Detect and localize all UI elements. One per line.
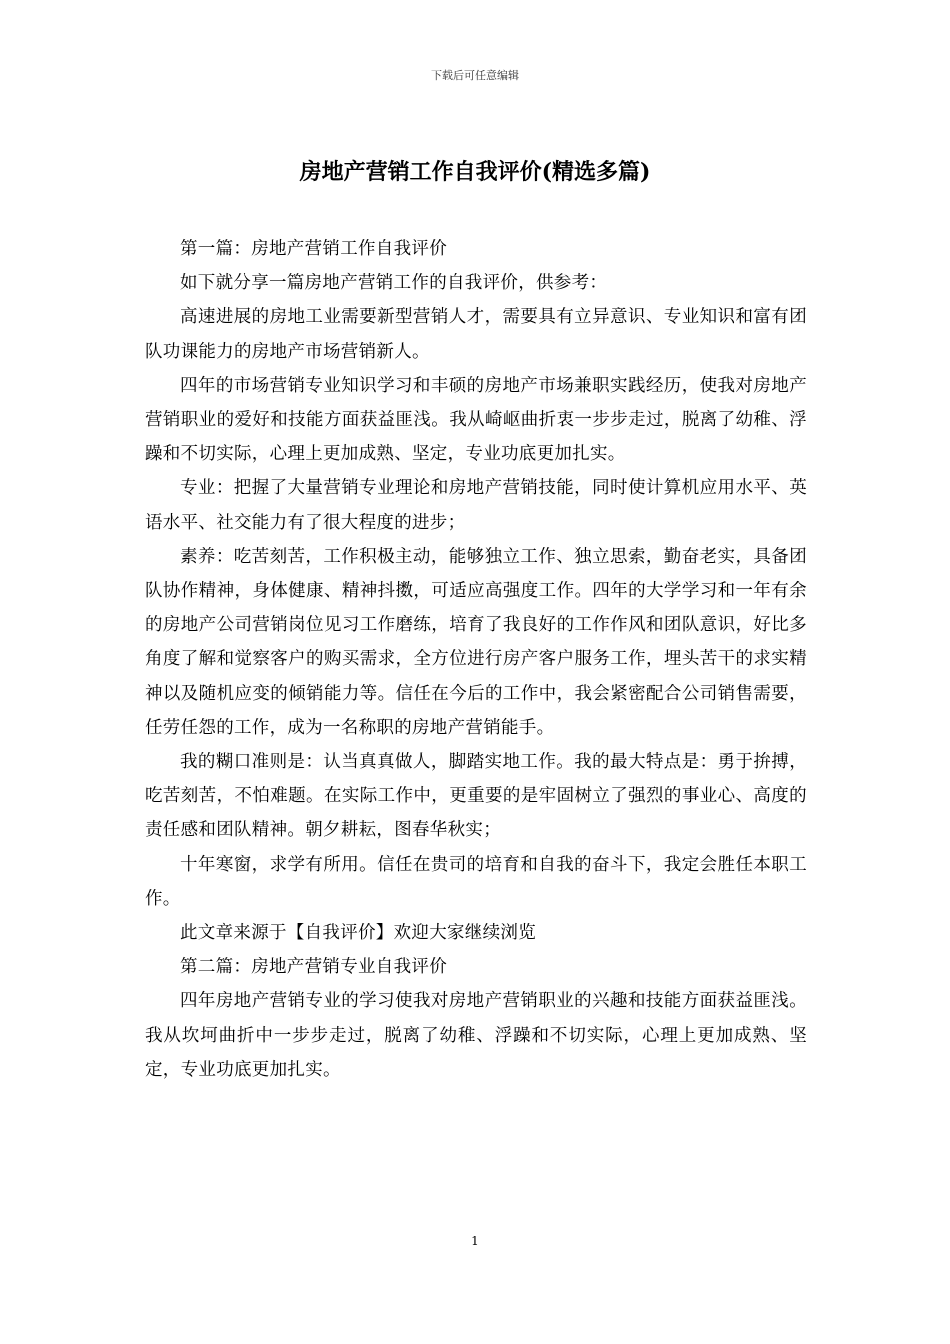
paragraph: 素养：吃苦刻苦，工作积极主动，能够独立工作、独立思索，勤奋老实，具备团队协作精神，身体健康、精神抖擞，可适应高强度工作。四年的大学学习和一年有余的房地产公司营销岗位见习工作磨练，培育了我良好的工作作风和团队意识，好比多角度了解和觉察客户的购买需求，全方位进行房产客户服务工作，埋头苦干的求实精神以及随机应变的倾销能力等。信任在今后的工作中，我会紧密配合公司销售需要，任劳任怨的工作，成为一名称职的房地产营销能手。 xyxy=(145,546,807,738)
paragraph: 高速进展的房地工业需要新型营销人才，需要具有立异意识、专业知识和富有团队功课能力的房地产市场营销新人。 xyxy=(145,307,807,362)
document-body xyxy=(145,232,807,1087)
page-number: 1 xyxy=(471,1234,479,1248)
paragraph: 十年寒窗，求学有所用。信任在贵司的培育和自我的奋斗下，我定会胜任本职工作。 xyxy=(145,854,807,909)
section-heading-1: 第一篇：房地产营销工作自我评价 xyxy=(180,239,447,259)
section-heading-2: 第二篇：房地产营销专业自我评价 xyxy=(180,957,447,978)
source-note: 此文章来源于【自我评价】欢迎大家继续浏览 xyxy=(180,923,536,944)
paragraph: 我的糊口准则是：认当真真做人，脚踏实地工作。我的最大特点是：勇于拚搏，吃苦刻苦，不怕难题。在实际工作中，更重要的是牢固树立了强烈的事业心、高度的责任感和团队精神。朝夕耕耘，图春华秋实； xyxy=(145,752,807,841)
paragraph: 四年房地产营销专业的学习使我对房地产营销职业的兴趣和技能方面获益匪浅。我从坎坷曲折中一步步走过，脱离了幼稚、浮躁和不切实际，心理上更加成熟、坚定，专业功底更加扎实。 xyxy=(145,991,807,1080)
document-title: 房地产营销工作自我评价(精选多篇) xyxy=(299,159,651,185)
paragraph: 如下就分享一篇房地产营销工作的自我评价，供参考： xyxy=(180,273,608,294)
page-header: 下载后可任意编辑 xyxy=(431,69,519,82)
paragraph: 四年的市场营销专业知识学习和丰硕的房地产市场兼职实践经历，使我对房地产营销职业的爱好和技能方面获益匪浅。我从崎岖曲折衷一步步走过，脱离了幼稚、浮躁和不切实际，心理上更加成熟、坚定，专业功底更加扎实。 xyxy=(145,375,807,465)
paragraph: 专业：把握了大量营销专业理论和房地产营销技能，同时使计算机应用水平、英语水平、社交能力有了很大程度的进步； xyxy=(145,478,807,533)
